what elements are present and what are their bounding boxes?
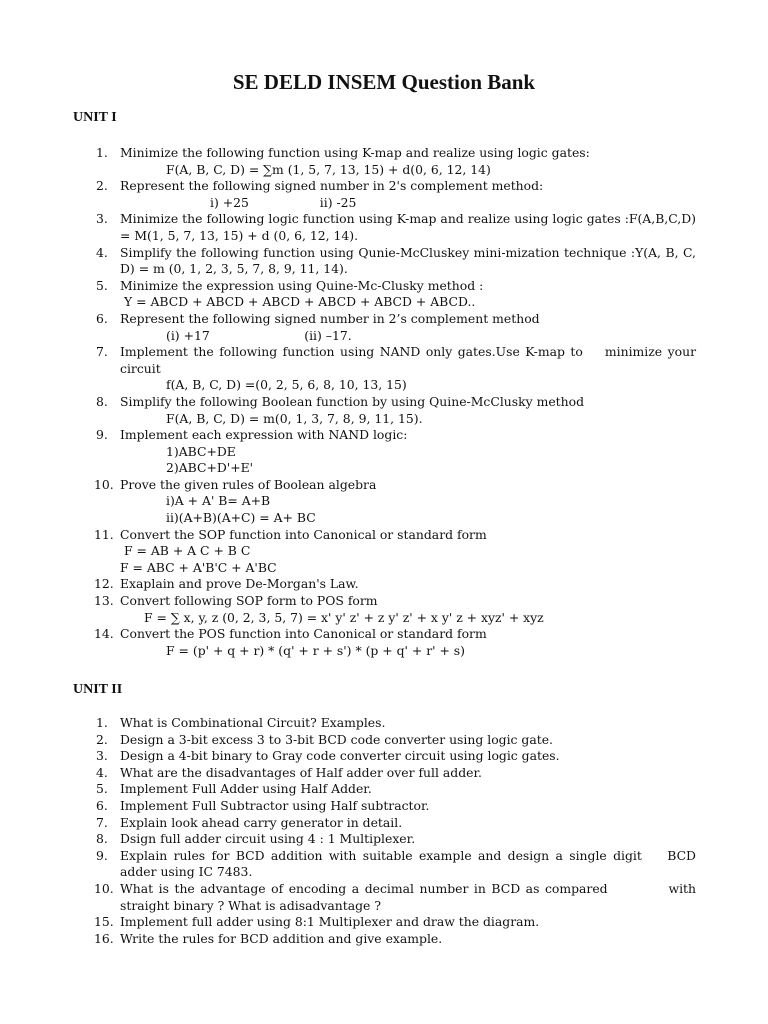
question-text: Prove the given rules of Boolean algebra (120, 476, 377, 492)
question-number: 9. (96, 427, 108, 443)
question-item (94, 576, 696, 593)
question-text: Design a 4-bit binary to Gray code converter circuit using logic gates. (120, 748, 560, 764)
question-expression: (i) +17 (ii) –17. (166, 327, 352, 343)
question-item (96, 715, 696, 732)
question-number: 7. (96, 344, 108, 360)
question-text: Design a 3-bit excess 3 to 3-bit BCD code converter using logic gate. (120, 731, 553, 747)
question-item (96, 344, 700, 394)
question-text: Explain look ahead carry generator in detail. (120, 814, 403, 830)
question-item (96, 781, 696, 798)
question-number: 14. (94, 626, 114, 642)
question-number: 8. (96, 393, 108, 409)
question-text: What is Combinational Circuit? Examples. (120, 715, 386, 730)
question-text: What is the advantage of encoding a decimal number in BCD as compared with straight binary ? What is adisadvantage ? (120, 880, 700, 913)
question-expression: f(A, B, C, D) =(0, 2, 5, 6, 8, 10, 13, 15) (166, 377, 407, 393)
question-expression: F(A, B, C, D) = m(0, 1, 3, 7, 8, 9, 11, 15). (166, 410, 423, 426)
unit-2-heading: UNIT II (73, 682, 123, 697)
question-number: 5. (96, 781, 108, 797)
question-text: Implement Full Adder using Half Adder. (120, 781, 372, 797)
question-text: Implement full adder using 8:1 Multiplexer and draw the diagram. (120, 914, 540, 930)
question-item (94, 526, 696, 577)
question-expression: F = ∑ x, y, z (0, 2, 3, 5, 7) = x' y' z' + z y' z' + x y' z + xyz' + xyz (144, 609, 544, 625)
question-item (96, 310, 696, 344)
question-item (94, 930, 696, 948)
question-item (96, 797, 696, 815)
question-number: 9. (96, 847, 108, 863)
question-text: Dsign full adder circuit using 4 : 1 Multiplexer. (120, 831, 416, 847)
question-expression: 2)ABC+D'+E' (166, 460, 254, 476)
question-number: 6. (96, 797, 108, 813)
question-item (96, 814, 696, 832)
question-number: 4. (96, 764, 108, 780)
unit-1-heading: UNIT I (73, 110, 117, 125)
question-number: 12. (94, 576, 114, 592)
question-expression: i) +25 ii) -25 (210, 194, 357, 210)
question-text: Convert following SOP form to POS form (120, 593, 378, 609)
question-item (94, 626, 696, 659)
question-text: Represent the following signed number in 2's complement method: (120, 178, 544, 194)
page-title: SE DELD INSEM Question Bank (232, 70, 536, 94)
question-item (96, 393, 696, 427)
question-item (96, 427, 696, 477)
question-expression: F(A, B, C, D) = ∑m (1, 5, 7, 13, 15) + d(0, 6, 12, 14) (166, 161, 491, 177)
question-expression: i)A + A' B= A+B (166, 493, 271, 509)
question-number: 8. (96, 831, 108, 847)
question-text: What are the disadvantages of Half adder over full adder. (120, 764, 482, 780)
question-item (96, 277, 696, 311)
question-number: 3. (96, 748, 108, 764)
question-number: 4. (96, 244, 108, 260)
question-text: Simplify the following Boolean function by using Quine-McClusky method (120, 393, 585, 409)
question-number: 2. (96, 178, 108, 194)
question-number: 6. (96, 310, 108, 326)
question-item (96, 748, 696, 765)
question-item (94, 476, 696, 527)
question-number: 16. (94, 930, 114, 946)
question-number: 11. (94, 526, 114, 542)
question-number: 5. (96, 277, 108, 293)
question-text: Minimize the following logic function using K-map and realize using logic gates :F(A,B,C,D) = M(1, 5, 7, 13, 15) + d (0, 6, 12, 14). (120, 211, 696, 243)
question-text: Implement Full Subtractor using Half subtractor. (120, 797, 430, 813)
question-expression: F = AB + A C + B C (124, 543, 251, 559)
question-expression: F = (p' + q + r) * (q' + r + s') * (p + q' + r' + s) (166, 642, 465, 658)
question-number: 10. (94, 476, 114, 492)
question-item (96, 145, 696, 178)
question-text: Convert the POS function into Canonical or standard form (120, 626, 487, 642)
question-item (96, 178, 696, 211)
unit-2-question-list (94, 715, 700, 947)
question-text: Represent the following signed number in 2’s complement method (120, 310, 540, 326)
question-item (96, 731, 696, 749)
question-item (96, 244, 696, 278)
question-text: Minimize the expression using Quine-Mc-Clusky method : (120, 277, 484, 293)
question-expression: 1)ABC+DE (166, 443, 236, 459)
question-expression: ii)(A+B)(A+C) = A+ BC (166, 510, 316, 526)
question-number: 1. (96, 715, 108, 730)
question-expression: F = ABC + A'B'C + A'BC (120, 559, 277, 575)
question-expression: Y = ABCD + ABCD + ABCD + ABCD + ABCD + ABCD.. (124, 294, 476, 310)
question-number: 13. (94, 593, 114, 609)
question-text: Implement each expression with NAND logic: (120, 427, 408, 443)
question-item (96, 211, 696, 244)
question-item (94, 593, 696, 626)
question-number: 2. (96, 731, 108, 747)
question-item (96, 831, 696, 848)
question-text: Exaplain and prove De-Morgan's Law. (120, 576, 359, 592)
question-number: 3. (96, 211, 108, 227)
question-number: 7. (96, 814, 108, 830)
question-text: Minimize the following function using K-map and realize using logic gates: (120, 145, 590, 160)
question-text: Implement the following function using NAND only gates.Use K-map to minimize your circuit (120, 344, 700, 376)
question-number: 10. (94, 880, 114, 896)
question-number: 1. (96, 145, 108, 160)
question-text: Explain rules for BCD addition with suitable example and design a single digit BCD adder using IC 7483. (120, 847, 700, 880)
question-text: Simplify the following function using Qunie-McCluskey mini-mization technique :Y(A, B, C, D) = m (0, 1, 2, 3, 5, 7, 8, 9, 11, 14). (120, 244, 696, 277)
question-number: 15. (94, 914, 114, 930)
question-item (96, 847, 700, 881)
question-item (94, 880, 700, 914)
question-item (96, 764, 696, 782)
question-item (94, 914, 696, 931)
question-text: Write the rules for BCD addition and give example. (120, 930, 443, 946)
question-text: Convert the SOP function into Canonical or standard form (120, 526, 487, 542)
unit-1-question-list (94, 145, 700, 659)
